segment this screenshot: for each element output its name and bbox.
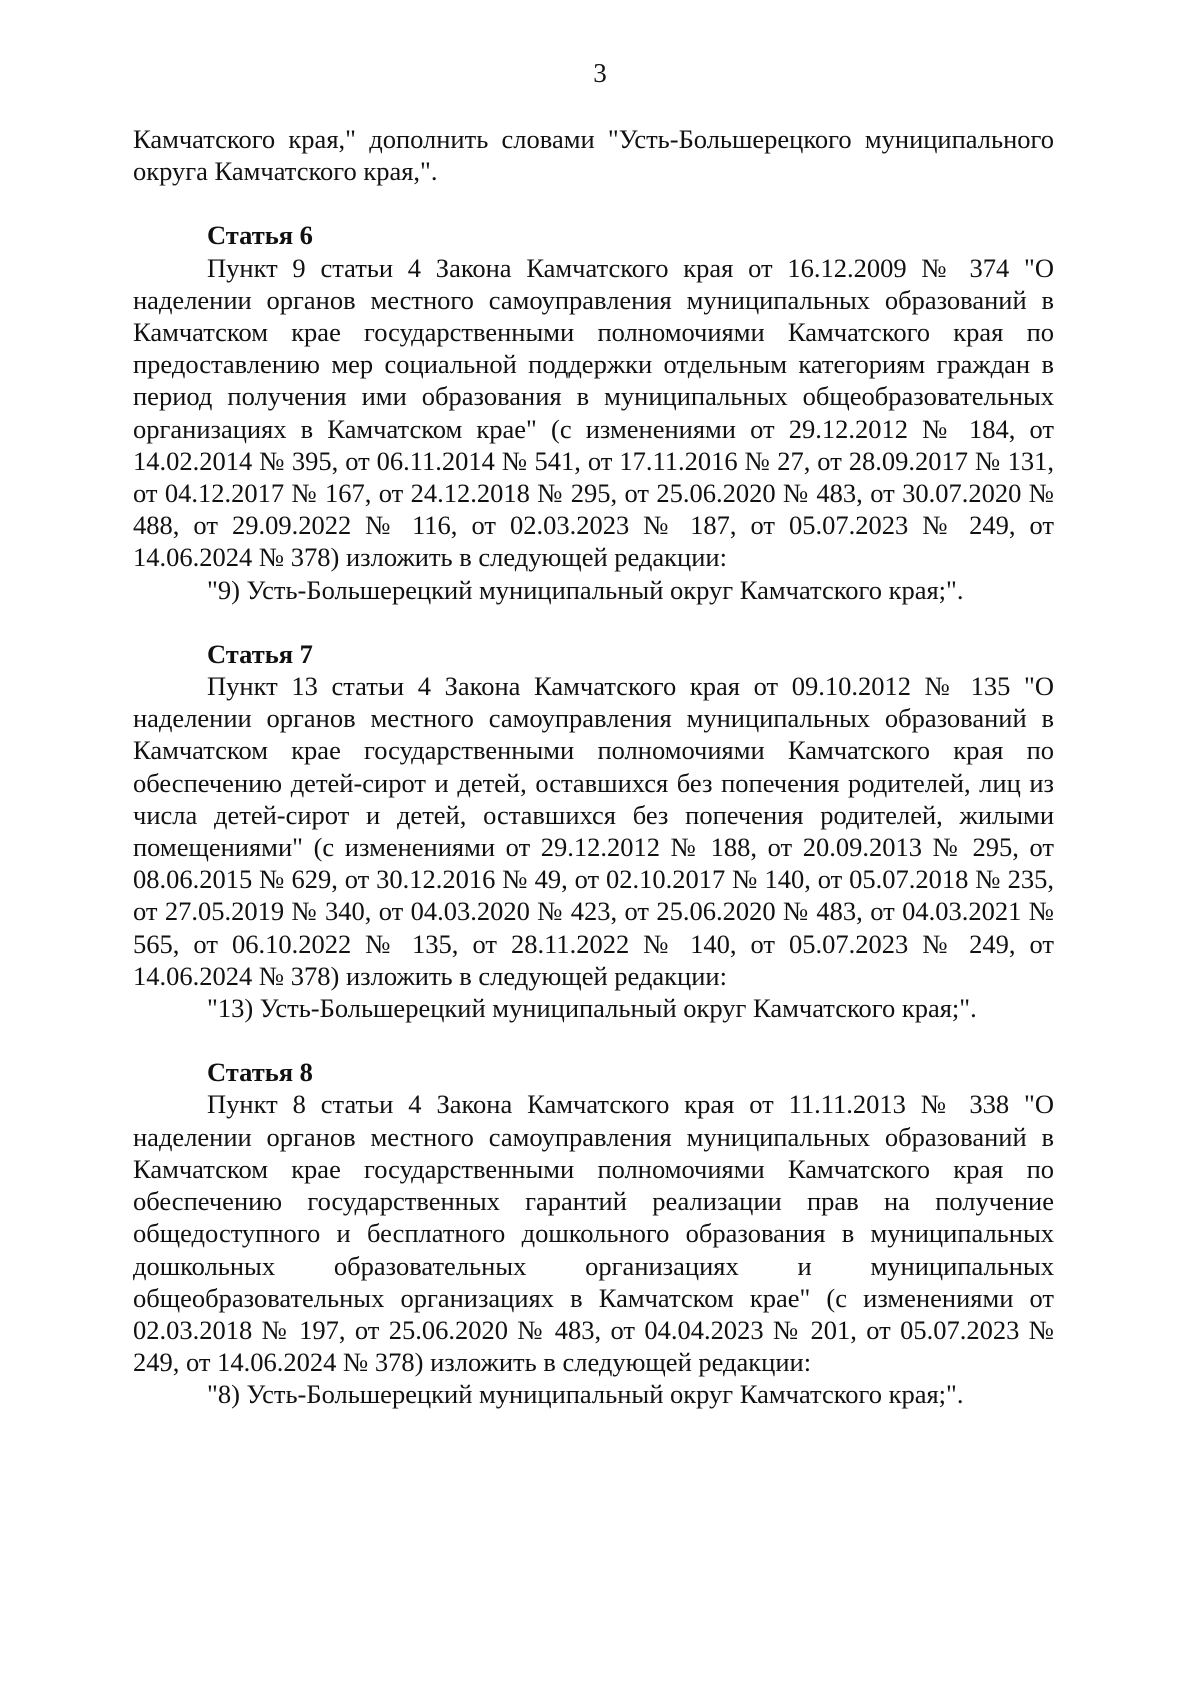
article-body: Пункт 13 статьи 4 Закона Камчатского края от 09.10.2012 № 135 "О наделении органов местного самоуправления муниципальных образований в Камчатском крае государственными полномочиями Камчатского края по обеспечению детей-сирот и детей, оставшихся без попечения родителей, лиц из числа детей-сирот и детей, оставшихся без попечения родителей, жилыми помещениями" (с изменениями от 29.12.2012 № 188, от 20.09.2013 № 295, от 08.06.2015 № 629, от 30.12.2016 № 49, от 02.10.2017 № 140, от 05.07.2018 № 235, от 27.05.2019 № 340, от 04.03.2020 № 423, от 25.06.2020 № 483, от 04.03.2021 № 565, от 06.10.2022 № 135, от 28.11.2022 № 140, от 05.07.2023 № 249, от 14.06.2024 № 378) изложить в следующей редакции: [133, 671, 1054, 991]
article-body: Пункт 9 статьи 4 Закона Камчатского края от 16.12.2009 № 374 "О наделении органов местного самоуправления муниципальных образований в Камчатском крае государственными полномочиями Камчатского края по предоставлению мер социальной поддержки отдельным категориям граждан в период получения ими образования в муниципальных общеобразовательных организациях в Камчатском крае" (с изменениями от 29.12.2012 № 184, от 14.02.2014 № 395, от 06.11.2014 № 541, от 17.11.2016 № 27, от 28.09.2017 № 131, от 04.12.2017 № 167, от 24.12.2018 № 295, от 25.06.2020 № 483, от 30.07.2020 № 488, от 29.09.2022 № 116, от 02.03.2023 № 187, от 05.07.2023 № 249, от 14.06.2024 № 378) изложить в следующей редакции: [133, 252, 1054, 573]
article-quote: "8) Усть-Большерецкий муниципальный округ Камчатского края;". [207, 1379, 964, 1410]
article-quote: "13) Усть-Большерецкий муниципальный округ Камчатского края;". [207, 993, 977, 1024]
article-heading: Статья 8 [207, 1057, 313, 1088]
article-quote: "9) Усть-Большерецкий муниципальный округ Камчатского края;". [207, 574, 964, 605]
document-content [133, 123, 1054, 1411]
article-6 [133, 219, 1054, 605]
intro-paragraph: Камчатского края," дополнить словами "Усть-Большерецкого муниципального округа Камчатского края,". [133, 124, 1054, 187]
article-8 [133, 1056, 1054, 1410]
article-7 [133, 638, 1054, 1024]
article-heading: Статья 6 [207, 220, 313, 251]
page-number: 3 [593, 58, 607, 88]
article-heading: Статья 7 [207, 638, 313, 669]
article-body: Пункт 8 статьи 4 Закона Камчатского края от 11.11.2013 № 338 "О наделении органов местного самоуправления муниципальных образований в Камчатском крае государственными полномочиями Камчатского края по обеспечению государственных гарантий реализации прав на получение общедоступного и бесплатного дошкольного образования в муниципальных дошкольных образовательных организациях и муниципальных общеобразовательных организациях в Камчатском крае" (с изменениями от 02.03.2018 № 197, от 25.06.2020 № 483, от 04.04.2023 № 201, от 05.07.2023 № 249, от 14.06.2024 № 378) изложить в следующей редакции: [133, 1089, 1054, 1378]
